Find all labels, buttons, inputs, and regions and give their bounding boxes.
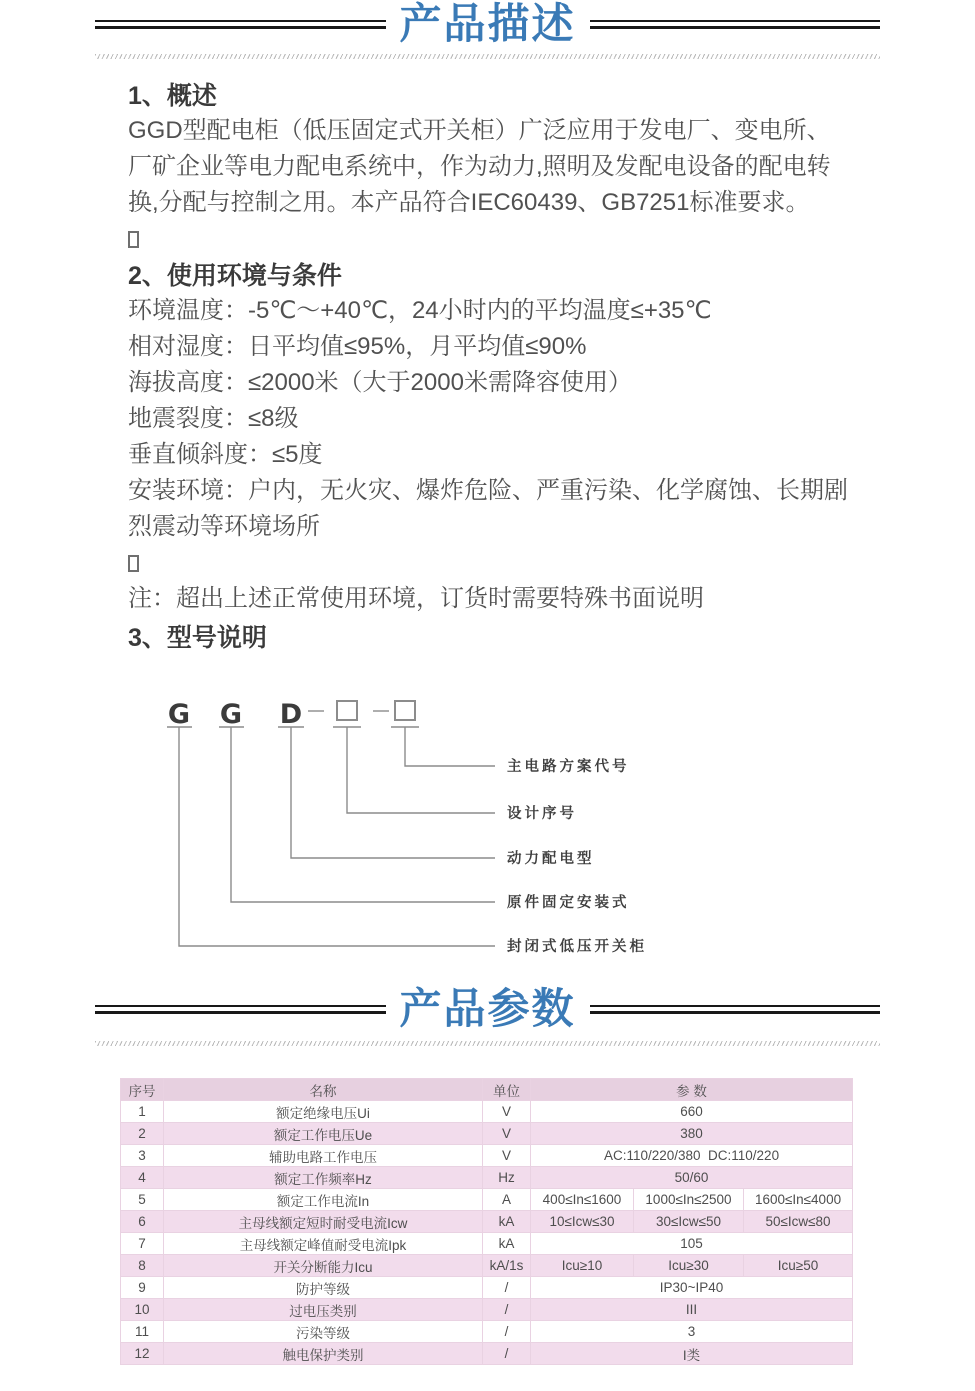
model-code-box bbox=[337, 701, 357, 720]
table-row bbox=[121, 1255, 853, 1277]
leader-line bbox=[347, 727, 495, 813]
cell-param: 30≤Icw≤50 bbox=[634, 1211, 744, 1233]
section-header-description bbox=[95, 0, 880, 48]
cell-unit: Hz bbox=[483, 1167, 531, 1189]
cell-param: Icu≥10 bbox=[531, 1255, 634, 1277]
overview-line: 换,分配与控制之用。本产品符合IEC60439、GB7251标准要求。 bbox=[128, 189, 810, 216]
model-heading: 3、型号说明 bbox=[128, 624, 267, 652]
cell-param: I类 bbox=[531, 1343, 853, 1365]
section-title-parameters: 产品参数 bbox=[399, 984, 576, 1033]
col-header-name: 名称 bbox=[164, 1079, 483, 1101]
model-label: 主电路方案代号 bbox=[507, 759, 630, 775]
cell-param: Icu≥30 bbox=[634, 1255, 744, 1277]
cell-name: 触电保护类别 bbox=[164, 1343, 483, 1365]
environment-line: 垂直倾斜度：≤5度 bbox=[128, 441, 323, 468]
environment-line: 海拔高度：≤2000米（大于2000米需降容使用） bbox=[128, 369, 632, 396]
environment-note: 注：超出上述正常使用环境，订货时需要特殊书面说明 bbox=[128, 585, 704, 612]
cell-unit: / bbox=[483, 1277, 531, 1299]
model-label: 封闭式低压开关柜 bbox=[507, 939, 647, 955]
cell-name: 开关分断能力Icu bbox=[164, 1255, 483, 1277]
col-header-param: 参 数 bbox=[531, 1079, 853, 1101]
cell-unit: V bbox=[483, 1101, 531, 1123]
environment-line: 烈震动等环境场所 bbox=[128, 513, 320, 540]
table-header-row bbox=[121, 1079, 853, 1101]
model-code-box bbox=[395, 701, 415, 720]
environment-heading: 2、使用环境与条件 bbox=[128, 262, 342, 290]
model-letter: D bbox=[279, 699, 303, 730]
leader-line bbox=[291, 727, 495, 858]
dotted-divider bbox=[95, 1041, 880, 1046]
cell-param: III bbox=[531, 1299, 853, 1321]
cell-unit: A bbox=[483, 1189, 531, 1211]
cell-no: 5 bbox=[121, 1189, 164, 1211]
model-label: 动力配电型 bbox=[507, 851, 595, 867]
table-row bbox=[121, 1189, 853, 1211]
overview-line: 厂矿企业等电力配电系统中，作为动力,照明及发配电设备的配电转 bbox=[128, 153, 831, 180]
table-row bbox=[121, 1321, 853, 1343]
table-row bbox=[121, 1343, 853, 1365]
col-header-unit: 单位 bbox=[483, 1079, 531, 1101]
model-letter: G bbox=[219, 699, 243, 730]
double-rule-right bbox=[590, 1005, 881, 1014]
cell-no: 1 bbox=[121, 1101, 164, 1123]
double-rule-left bbox=[95, 1005, 386, 1014]
cell-param: 1000≤In≤2500 bbox=[634, 1189, 744, 1211]
cell-no: 11 bbox=[121, 1321, 164, 1343]
cell-name: 额定工作电压Ue bbox=[164, 1123, 483, 1145]
model-label: 设计序号 bbox=[507, 806, 577, 822]
cell-param: 105 bbox=[531, 1233, 853, 1255]
environment-line: 地震裂度：≤8级 bbox=[128, 405, 299, 432]
model-code-diagram bbox=[165, 691, 785, 963]
missing-glyph-box bbox=[128, 555, 139, 572]
cell-unit: kA bbox=[483, 1233, 531, 1255]
section-header-parameters bbox=[95, 985, 880, 1033]
cell-param: 400≤In≤1600 bbox=[531, 1189, 634, 1211]
cell-name: 额定工作频率Hz bbox=[164, 1167, 483, 1189]
cell-no: 10 bbox=[121, 1299, 164, 1321]
model-label: 原件固定安装式 bbox=[507, 895, 630, 911]
overview-line: GGD型配电柜（低压固定式开关柜）广泛应用于发电厂、变电所、 bbox=[128, 117, 831, 144]
dotted-divider bbox=[95, 54, 880, 59]
cell-unit: kA bbox=[483, 1211, 531, 1233]
parameters-table bbox=[120, 1078, 853, 1365]
cell-unit: / bbox=[483, 1321, 531, 1343]
cell-param: AC:110/220/380 DC:110/220 bbox=[531, 1145, 853, 1167]
environment-line: 环境温度：-5℃～+40℃，24小时内的平均温度≤+35℃ bbox=[128, 297, 712, 324]
leader-line bbox=[179, 727, 495, 946]
cell-no: 8 bbox=[121, 1255, 164, 1277]
leader-line bbox=[231, 727, 495, 902]
missing-glyph-box bbox=[128, 231, 139, 248]
cell-unit: kA/1s bbox=[483, 1255, 531, 1277]
cell-name: 过电压类别 bbox=[164, 1299, 483, 1321]
section-title-description: 产品描述 bbox=[399, 0, 576, 48]
cell-no: 6 bbox=[121, 1211, 164, 1233]
cell-no: 2 bbox=[121, 1123, 164, 1145]
cell-unit: V bbox=[483, 1145, 531, 1167]
environment-line: 安装环境：户内，无火灾、爆炸危险、严重污染、化学腐蚀、长期剧 bbox=[128, 477, 848, 504]
cell-name: 辅助电路工作电压 bbox=[164, 1145, 483, 1167]
cell-param: 50≤Icw≤80 bbox=[744, 1211, 853, 1233]
table-row bbox=[121, 1123, 853, 1145]
cell-name: 主母线额定短时耐受电流Icw bbox=[164, 1211, 483, 1233]
double-rule-left bbox=[95, 20, 386, 29]
table-row bbox=[121, 1145, 853, 1167]
blank-line bbox=[128, 221, 860, 257]
cell-param: 50/60 bbox=[531, 1167, 853, 1189]
cell-param: 660 bbox=[531, 1101, 853, 1123]
cell-no: 9 bbox=[121, 1277, 164, 1299]
cell-no: 4 bbox=[121, 1167, 164, 1189]
overview-heading: 1、概述 bbox=[128, 82, 217, 110]
double-rule-right bbox=[590, 20, 881, 29]
cell-param: 380 bbox=[531, 1123, 853, 1145]
table-row bbox=[121, 1233, 853, 1255]
cell-unit: V bbox=[483, 1123, 531, 1145]
cell-no: 7 bbox=[121, 1233, 164, 1255]
cell-name: 防护等级 bbox=[164, 1277, 483, 1299]
blank-line bbox=[128, 545, 860, 581]
cell-name: 污染等级 bbox=[164, 1321, 483, 1343]
table-row bbox=[121, 1167, 853, 1189]
cell-unit: / bbox=[483, 1299, 531, 1321]
table-row bbox=[121, 1277, 853, 1299]
environment-line: 相对湿度：日平均值≤95%，月平均值≤90% bbox=[128, 333, 587, 360]
table-row bbox=[121, 1101, 853, 1123]
cell-param: 1600≤In≤4000 bbox=[744, 1189, 853, 1211]
cell-unit: / bbox=[483, 1343, 531, 1365]
cell-param: IP30~IP40 bbox=[531, 1277, 853, 1299]
cell-no: 12 bbox=[121, 1343, 164, 1365]
cell-param: Icu≥50 bbox=[744, 1255, 853, 1277]
cell-param: 3 bbox=[531, 1321, 853, 1343]
cell-param: 10≤Icw≤30 bbox=[531, 1211, 634, 1233]
leader-line bbox=[405, 727, 495, 766]
cell-name: 主母线额定峰值耐受电流Ipk bbox=[164, 1233, 483, 1255]
cell-name: 额定绝缘电压Ui bbox=[164, 1101, 483, 1123]
description-content bbox=[128, 79, 860, 655]
cell-no: 3 bbox=[121, 1145, 164, 1167]
table-row bbox=[121, 1299, 853, 1321]
model-letter: G bbox=[167, 699, 191, 730]
col-header-no: 序号 bbox=[121, 1079, 164, 1101]
cell-name: 额定工作电流In bbox=[164, 1189, 483, 1211]
table-row bbox=[121, 1211, 853, 1233]
